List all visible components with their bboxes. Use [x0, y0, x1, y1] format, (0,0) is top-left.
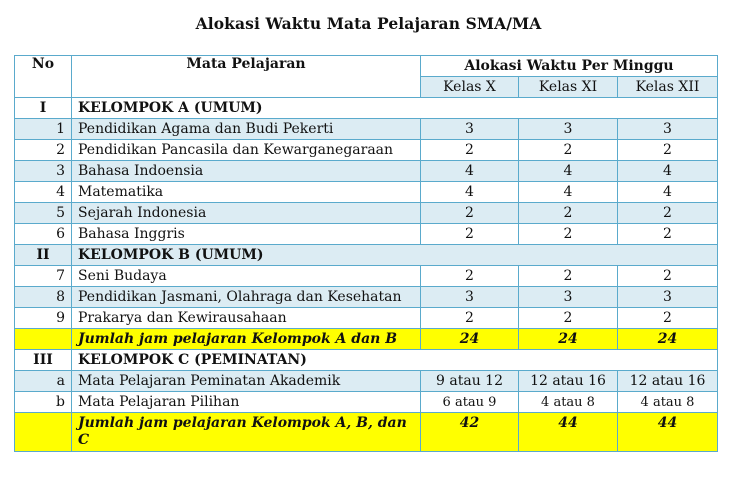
- row-no: b: [15, 392, 72, 413]
- total-xi: 44: [519, 413, 618, 452]
- table-row: [15, 161, 718, 182]
- total-label: Jumlah jam pelajaran Kelompok A dan B: [72, 329, 421, 350]
- header-grade-x: Kelas X: [421, 77, 519, 98]
- group-row: [15, 98, 718, 119]
- row-subject: Bahasa Indoensia: [72, 161, 421, 182]
- row-no: 7: [15, 266, 72, 287]
- table-row: [15, 287, 718, 308]
- table-row: [15, 371, 718, 392]
- row-xii: 2: [618, 224, 718, 245]
- row-subject: Sejarah Indonesia: [72, 203, 421, 224]
- row-xii: 2: [618, 308, 718, 329]
- header-grade-xii: Kelas XII: [618, 77, 718, 98]
- row-subject: Pendidikan Jasmani, Olahraga dan Kesehatan: [72, 287, 421, 308]
- total-x: 24: [421, 329, 519, 350]
- row-x: 3: [421, 287, 519, 308]
- table-row: [15, 140, 718, 161]
- row-x: 2: [421, 203, 519, 224]
- row-no: 8: [15, 287, 72, 308]
- table-row: [15, 392, 718, 413]
- total-row-empty-cell: [15, 413, 72, 452]
- row-xi: 2: [519, 203, 618, 224]
- row-subject: Mata Pelajaran Pilihan: [72, 392, 421, 413]
- group-label: KELOMPOK C (PEMINATAN): [72, 350, 718, 371]
- row-xii: 2: [618, 140, 718, 161]
- allocation-table: [14, 55, 718, 452]
- row-x: 4: [421, 161, 519, 182]
- row-no: 5: [15, 203, 72, 224]
- row-subject: Pendidikan Pancasila dan Kewarganegaraan: [72, 140, 421, 161]
- row-xi: 4: [519, 161, 618, 182]
- row-xii: 12 atau 16: [618, 371, 718, 392]
- table-row: [15, 119, 718, 140]
- header-no: No: [15, 56, 72, 98]
- total-x: 42: [421, 413, 519, 452]
- row-xi: 2: [519, 140, 618, 161]
- row-xi: 2: [519, 308, 618, 329]
- group-label: KELOMPOK A (UMUM): [72, 98, 718, 119]
- row-xi: 2: [519, 266, 618, 287]
- row-no: 1: [15, 119, 72, 140]
- header-allocation: Alokasi Waktu Per Minggu: [421, 56, 718, 77]
- row-xii: 3: [618, 287, 718, 308]
- table-row: [15, 203, 718, 224]
- row-xii: 4: [618, 182, 718, 203]
- group-no: II: [15, 245, 72, 266]
- row-xi: 3: [519, 119, 618, 140]
- group-row: [15, 245, 718, 266]
- group-row: [15, 350, 718, 371]
- row-xi: 12 atau 16: [519, 371, 618, 392]
- header-subject: Mata Pelajaran: [72, 56, 421, 98]
- row-xii: 3: [618, 119, 718, 140]
- row-subject: Bahasa Inggris: [72, 224, 421, 245]
- row-subject: Seni Budaya: [72, 266, 421, 287]
- row-no: 4: [15, 182, 72, 203]
- row-subject: Prakarya dan Kewirausahaan: [72, 308, 421, 329]
- group-no: I: [15, 98, 72, 119]
- row-xii: 2: [618, 266, 718, 287]
- table-header-row: [15, 56, 718, 77]
- row-x: 2: [421, 224, 519, 245]
- row-no: a: [15, 371, 72, 392]
- table-row: [15, 266, 718, 287]
- total-label: Jumlah jam pelajaran Kelompok A, B, dan C: [72, 413, 421, 452]
- row-xii: 2: [618, 203, 718, 224]
- row-x: 9 atau 12: [421, 371, 519, 392]
- row-xii: 4: [618, 161, 718, 182]
- row-x: 6 atau 9: [421, 392, 519, 413]
- row-no: 6: [15, 224, 72, 245]
- header-grade-xi: Kelas XI: [519, 77, 618, 98]
- row-xi: 4 atau 8: [519, 392, 618, 413]
- table-row: [15, 308, 718, 329]
- row-subject: Pendidikan Agama dan Budi Pekerti: [72, 119, 421, 140]
- row-xii: 4 atau 8: [618, 392, 718, 413]
- table-row: [15, 182, 718, 203]
- group-no: III: [15, 350, 72, 371]
- total-xii: 24: [618, 329, 718, 350]
- row-no: 3: [15, 161, 72, 182]
- total-xii: 44: [618, 413, 718, 452]
- total-row-empty-cell: [15, 329, 72, 350]
- group-label: KELOMPOK B (UMUM): [72, 245, 718, 266]
- row-xi: 3: [519, 287, 618, 308]
- row-xi: 2: [519, 224, 618, 245]
- total-xi: 24: [519, 329, 618, 350]
- row-no: 9: [15, 308, 72, 329]
- row-subject: Matematika: [72, 182, 421, 203]
- row-x: 2: [421, 308, 519, 329]
- row-subject: Mata Pelajaran Peminatan Akademik: [72, 371, 421, 392]
- total-row: [15, 329, 718, 350]
- row-xi: 4: [519, 182, 618, 203]
- table-row: [15, 224, 718, 245]
- row-x: 2: [421, 266, 519, 287]
- page-title: Alokasi Waktu Mata Pelajaran SMA/MA: [195, 14, 542, 33]
- row-x: 3: [421, 119, 519, 140]
- total-row: [15, 413, 718, 452]
- row-x: 2: [421, 140, 519, 161]
- row-no: 2: [15, 140, 72, 161]
- row-x: 4: [421, 182, 519, 203]
